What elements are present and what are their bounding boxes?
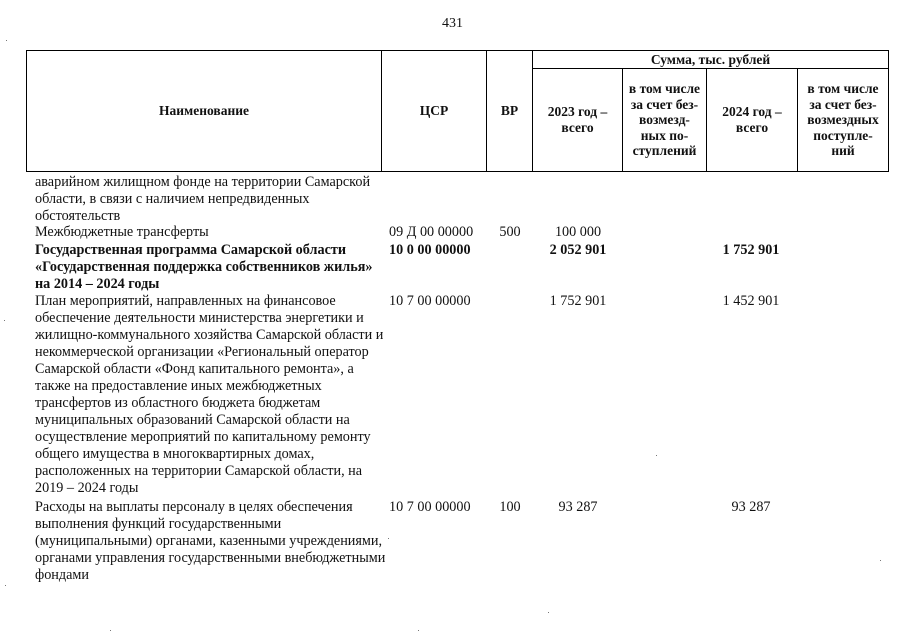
row-2024: 93 287 [731, 499, 771, 515]
scan-speck [388, 538, 389, 539]
header-2023-free: в том числе за счет без-возмезд-ных по-ступлений [622, 68, 707, 172]
row-2024: 1 452 901 [722, 293, 780, 309]
scan-speck [4, 320, 5, 321]
row-name: Государственная программа Самарской области «Государственная поддержка собственников жилья» на 2014 – 2024 годы [35, 242, 373, 292]
scan-speck [418, 630, 419, 631]
row-vr: 500 [499, 224, 521, 240]
page-number: 431 [442, 16, 463, 31]
row-2023: 93 287 [558, 499, 598, 515]
scan-speck [5, 585, 6, 586]
row-2024: 1 752 901 [722, 242, 780, 258]
header-name: Наименование [26, 50, 382, 172]
header-vr: ВР [486, 50, 533, 172]
scan-speck [656, 455, 657, 456]
row-csr: 10 7 00 00000 [389, 499, 471, 515]
row-2023: 100 000 [554, 224, 602, 240]
row-name: Расходы на выплаты персоналу в целях обеспечения выполнения функций государственными (муниципальными) органами, казенными учреждениями, органами управления государственными внебюджетными фондами [35, 499, 386, 583]
header-csr: ЦСР [381, 50, 487, 172]
row-csr: 10 7 00 00000 [389, 293, 471, 309]
header-sum: Сумма, тыс. рублей [532, 50, 889, 69]
row-name: Межбюджетные трансферты [35, 224, 209, 240]
row-name: План мероприятий, направленных на финансовое обеспечение деятельности министерства энергетики и жилищно-коммунального хозяйства Самарской области и некоммерческой организации «Региональный оператор Самарской области «Фонд капитального ремонта», а также на предоставление иных межбюджетных трансфертов из областного бюджета бюджетам муниципальных образований Самарской области на осуществление мероприятий по капитальному ремонту общего имущества в многоквартирных домах, расположенных на территории Самарской области, на 2019 – 2024 годы [35, 293, 384, 496]
row-vr: 100 [499, 499, 521, 515]
row-2023: 1 752 901 [549, 293, 607, 309]
row-2023: 2 052 901 [549, 242, 607, 258]
header-2023-total: 2023 год – всего [532, 68, 623, 172]
header-2024-total: 2024 год – всего [706, 68, 798, 172]
row-csr: 09 Д 00 00000 [389, 224, 474, 240]
row-csr: 10 0 00 00000 [389, 242, 471, 258]
scan-speck [548, 612, 549, 613]
header-2024-free: в том числе за счет без-возмездных поступле-ний [797, 68, 889, 172]
scan-speck [880, 560, 881, 561]
scan-speck [6, 40, 7, 41]
row-name: аварийном жилищном фонде на территории Самарской области, в связи с наличием непредвиденных обстоятельств [35, 174, 371, 224]
scan-speck [110, 630, 111, 631]
